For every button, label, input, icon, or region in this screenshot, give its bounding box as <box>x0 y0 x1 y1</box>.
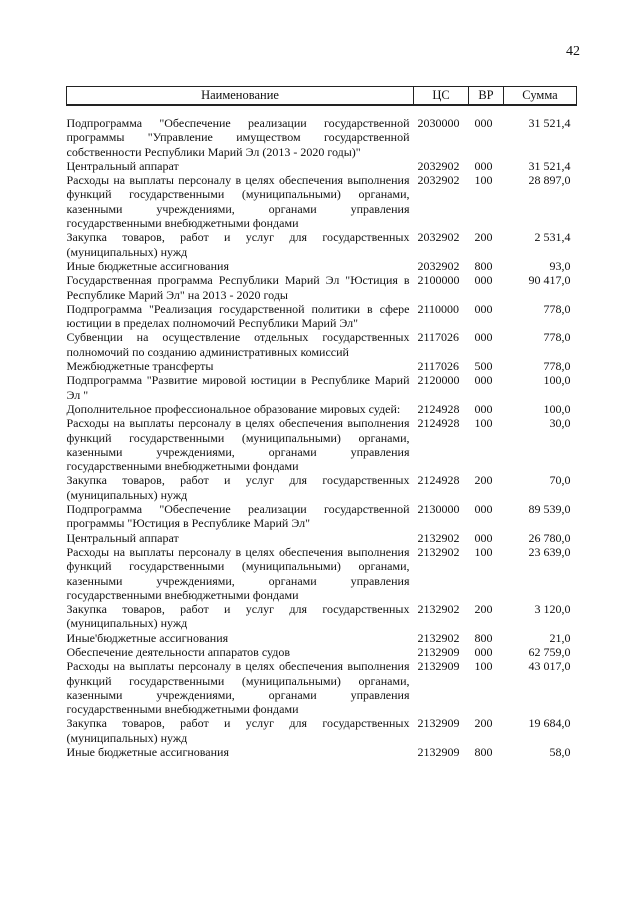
row-vr-code: 800 <box>474 258 493 273</box>
table-row <box>67 502 577 531</box>
row-vr-code: 000 <box>474 330 493 345</box>
row-name: Расходы на выплаты персоналу в целях обеспечения выполнения функций государственными (муниципальными) органами, казенными учреждениями, органами управления государственными внебюджетными фондами <box>66 173 410 231</box>
row-vr-code: 200 <box>474 716 493 731</box>
table-row <box>67 359 577 373</box>
row-sum: 43 017,0 <box>528 659 571 674</box>
row-sum: 3 120,0 <box>534 602 571 617</box>
row-name: Обеспечение деятельности аппаратов судов <box>66 644 291 659</box>
row-vr-code: 000 <box>474 273 493 288</box>
row-name: Расходы на выплаты персоналу в целях обеспечения выполнения функций государственными (муниципальными) органами, казенными учреждениями, органами управления государственными внебюджетными фондами <box>66 416 410 474</box>
table-body <box>67 105 577 759</box>
budget-table-container <box>66 86 576 759</box>
header-cs: ЦС <box>414 87 469 106</box>
row-vr-code: 100 <box>474 544 493 559</box>
row-sum: 70,0 <box>549 473 571 488</box>
table-row <box>67 273 577 302</box>
row-name: Иные бюджетные ассигнования <box>66 258 229 273</box>
row-name: Государственная программа Республики Марий Эл "Юстиция в Республике Марий Эл" на 2013 - 2020 годы <box>66 273 410 302</box>
header-name: Наименование <box>67 87 414 106</box>
row-cs-code: 2117026 <box>417 330 460 345</box>
page-number: 42 <box>566 44 580 59</box>
row-cs-code: 2032902 <box>417 158 460 173</box>
row-sum: 93,0 <box>549 258 571 273</box>
row-vr-code: 000 <box>474 401 493 416</box>
row-cs-code: 2132902 <box>417 530 460 545</box>
row-vr-code: 500 <box>474 359 493 374</box>
table-row <box>67 602 577 631</box>
table-row <box>67 745 577 759</box>
row-name: Подпрограмма "Реализация государственной политики в сфере юстиции в пределах полномочий Республики Марий Эл" <box>66 301 410 331</box>
row-name: Закупка товаров, работ и услуг для государственных (муниципальных) нужд <box>66 230 410 259</box>
row-cs-code: 2100000 <box>417 273 460 288</box>
row-vr-code: 200 <box>474 602 493 617</box>
row-name: Закупка товаров, работ и услуг для государственных (муниципальных) нужд <box>66 473 410 502</box>
table-row <box>67 531 577 545</box>
row-sum: 778,0 <box>543 330 571 345</box>
table-row <box>67 545 577 602</box>
row-sum: 89 539,0 <box>528 502 571 517</box>
row-sum: 90 417,0 <box>528 273 571 288</box>
row-cs-code: 2124928 <box>417 401 460 416</box>
row-cs-code: 2132902 <box>417 630 460 645</box>
row-name: Межбюджетные трансферты <box>66 359 214 374</box>
row-name: Центральный аппарат <box>66 158 179 173</box>
row-vr-code: 000 <box>474 158 493 173</box>
row-cs-code: 2032902 <box>417 258 460 273</box>
row-name: Закупка товаров, работ и услуг для государственных (муниципальных) нужд <box>66 602 410 631</box>
row-name: Подпрограмма "Развитие мировой юстиции в Республике Марий Эл " <box>66 373 410 402</box>
table-row <box>67 373 577 402</box>
row-name: Расходы на выплаты персоналу в целях обеспечения выполнения функций государственными (муниципальными) органами, казенными учреждениями, органами управления государственными внебюджетными фондами <box>66 659 410 717</box>
row-cs-code: 2032902 <box>417 230 460 245</box>
row-name: Закупка товаров, работ и услуг для государственных (муниципальных) нужд <box>66 716 410 745</box>
row-cs-code: 2130000 <box>417 502 460 517</box>
table-row <box>67 659 577 716</box>
row-cs-code: 2132909 <box>417 659 460 674</box>
budget-table <box>66 86 577 759</box>
row-vr-code: 200 <box>474 473 493 488</box>
row-sum: 2 531,4 <box>534 230 571 245</box>
row-sum: 62 759,0 <box>528 644 571 659</box>
table-row <box>67 473 577 502</box>
table-row <box>67 159 577 173</box>
row-cs-code: 2124928 <box>417 473 460 488</box>
row-vr-code: 800 <box>474 745 493 760</box>
table-row <box>67 716 577 745</box>
row-sum: 778,0 <box>543 301 571 316</box>
table-row <box>67 230 577 259</box>
row-name: Подпрограмма "Обеспечение реализации государственной программы "Управление имуществом государственной собственности Республики Марий Эл (2013 - 2020 годы)" <box>66 116 410 159</box>
row-sum: 31 521,4 <box>528 158 571 173</box>
row-sum: 30,0 <box>549 416 571 431</box>
table-row <box>67 173 577 230</box>
row-name: Подпрограмма "Обеспечение реализации государственной программы "Юстиция в Республике Марий Эл" <box>66 502 410 531</box>
row-cs-code: 2117026 <box>417 359 460 374</box>
row-vr-code: 100 <box>474 659 493 674</box>
row-cs-code: 2132909 <box>417 745 460 760</box>
table-row <box>67 631 577 645</box>
row-sum: 100,0 <box>543 401 571 416</box>
row-cs-code: 2030000 <box>417 116 460 130</box>
row-cs-code: 2032902 <box>417 173 460 188</box>
row-name: Иные'бюджетные ассигнования <box>66 630 229 645</box>
table-row <box>67 105 577 159</box>
row-name: Центральный аппарат <box>66 530 179 545</box>
header-sum: Сумма <box>504 87 577 106</box>
row-name: Субвенции на осуществление отдельных государственных полномочий по созданию административных комиссий <box>66 330 410 359</box>
row-vr-code: 000 <box>474 301 493 316</box>
row-cs-code: 2132909 <box>417 716 460 731</box>
table-row <box>67 416 577 473</box>
table-row <box>67 330 577 359</box>
row-vr-code: 000 <box>474 530 493 545</box>
row-vr-code: 000 <box>474 644 493 659</box>
row-vr-code: 200 <box>474 230 493 245</box>
row-cs-code: 2132902 <box>417 602 460 617</box>
table-header-row <box>67 87 577 106</box>
table-row <box>67 259 577 273</box>
row-sum: 100,0 <box>543 373 571 388</box>
row-cs-code: 2124928 <box>417 416 460 431</box>
row-vr-code: 000 <box>474 116 493 130</box>
row-sum: 19 684,0 <box>528 716 571 731</box>
table-row <box>67 402 577 416</box>
row-sum: 31 521,4 <box>528 116 571 130</box>
row-name: Иные бюджетные ассигнования <box>66 745 229 760</box>
row-vr-code: 000 <box>474 373 493 388</box>
table-row <box>67 302 577 331</box>
row-sum: 23 639,0 <box>528 544 571 559</box>
row-cs-code: 2110000 <box>417 301 460 316</box>
row-vr-code: 800 <box>474 630 493 645</box>
header-vr: ВР <box>469 87 504 106</box>
row-name: Расходы на выплаты персоналу в целях обеспечения выполнения функций государственными (муниципальными) органами, казенными учреждениями, органами управления государственными внебюджетными фондами <box>66 544 410 602</box>
row-vr-code: 000 <box>474 502 493 517</box>
row-name: Дополнительное профессиональное образование мировых судей: <box>66 401 401 416</box>
row-sum: 26 780,0 <box>528 530 571 545</box>
row-cs-code: 2120000 <box>417 373 460 388</box>
row-sum: 21,0 <box>549 630 571 645</box>
row-cs-code: 2132902 <box>417 544 460 559</box>
row-vr-code: 100 <box>474 173 493 188</box>
row-cs-code: 2132909 <box>417 644 460 659</box>
table-row <box>67 645 577 659</box>
row-sum: 28 897,0 <box>528 173 571 188</box>
row-sum: 778,0 <box>543 359 571 374</box>
row-vr-code: 100 <box>474 416 493 431</box>
row-sum: 58,0 <box>549 745 571 760</box>
